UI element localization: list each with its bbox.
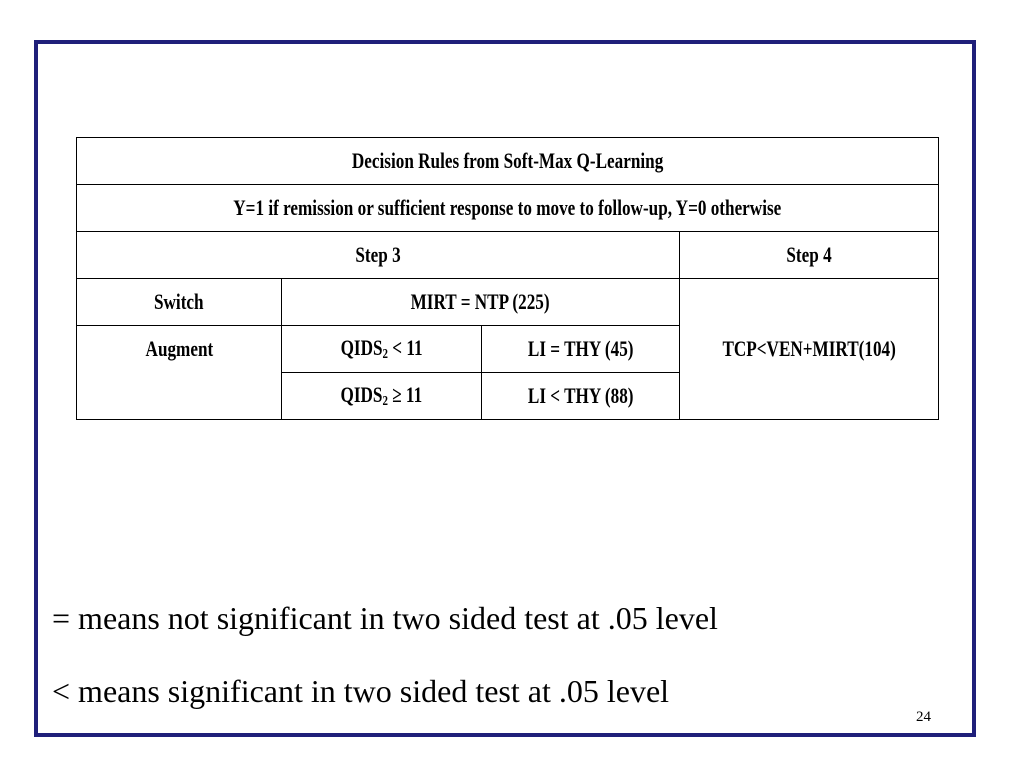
rule-lt: LI = THY (45) — [482, 326, 680, 373]
step4-rule: TCP<VEN+MIRT(104) — [680, 279, 939, 420]
qids-lt-condition: $QIDS_2 < 11$ — [282, 326, 482, 373]
table-row — [77, 279, 939, 326]
table-title: Decision Rules from Soft-Max Q-Learning — [77, 138, 939, 185]
augment-label: Augment — [77, 326, 282, 420]
legend-not-significant: = means not significant in two sided test at .05 level — [52, 600, 718, 636]
table-row — [77, 232, 939, 279]
page-number: 24 — [916, 709, 931, 725]
table-row — [77, 138, 939, 185]
legend-significant: < means significant in two sided test at .05 level — [52, 673, 670, 709]
table-row — [77, 185, 939, 232]
step3-header: Step 3 — [77, 232, 680, 279]
table-subtitle: Y=1 if remission or sufficient response to move to follow-up, Y=0 otherwise — [77, 185, 939, 232]
switch-label: Switch — [77, 279, 282, 326]
switch-rule: MIRT = NTP (225) — [282, 279, 680, 326]
step4-header: Step 4 — [680, 232, 939, 279]
qids-ge-condition: $QIDS_2 \ge 11$ — [282, 373, 482, 420]
decision-rules-table — [76, 137, 939, 420]
rule-ge: LI < THY (88) — [482, 373, 680, 420]
